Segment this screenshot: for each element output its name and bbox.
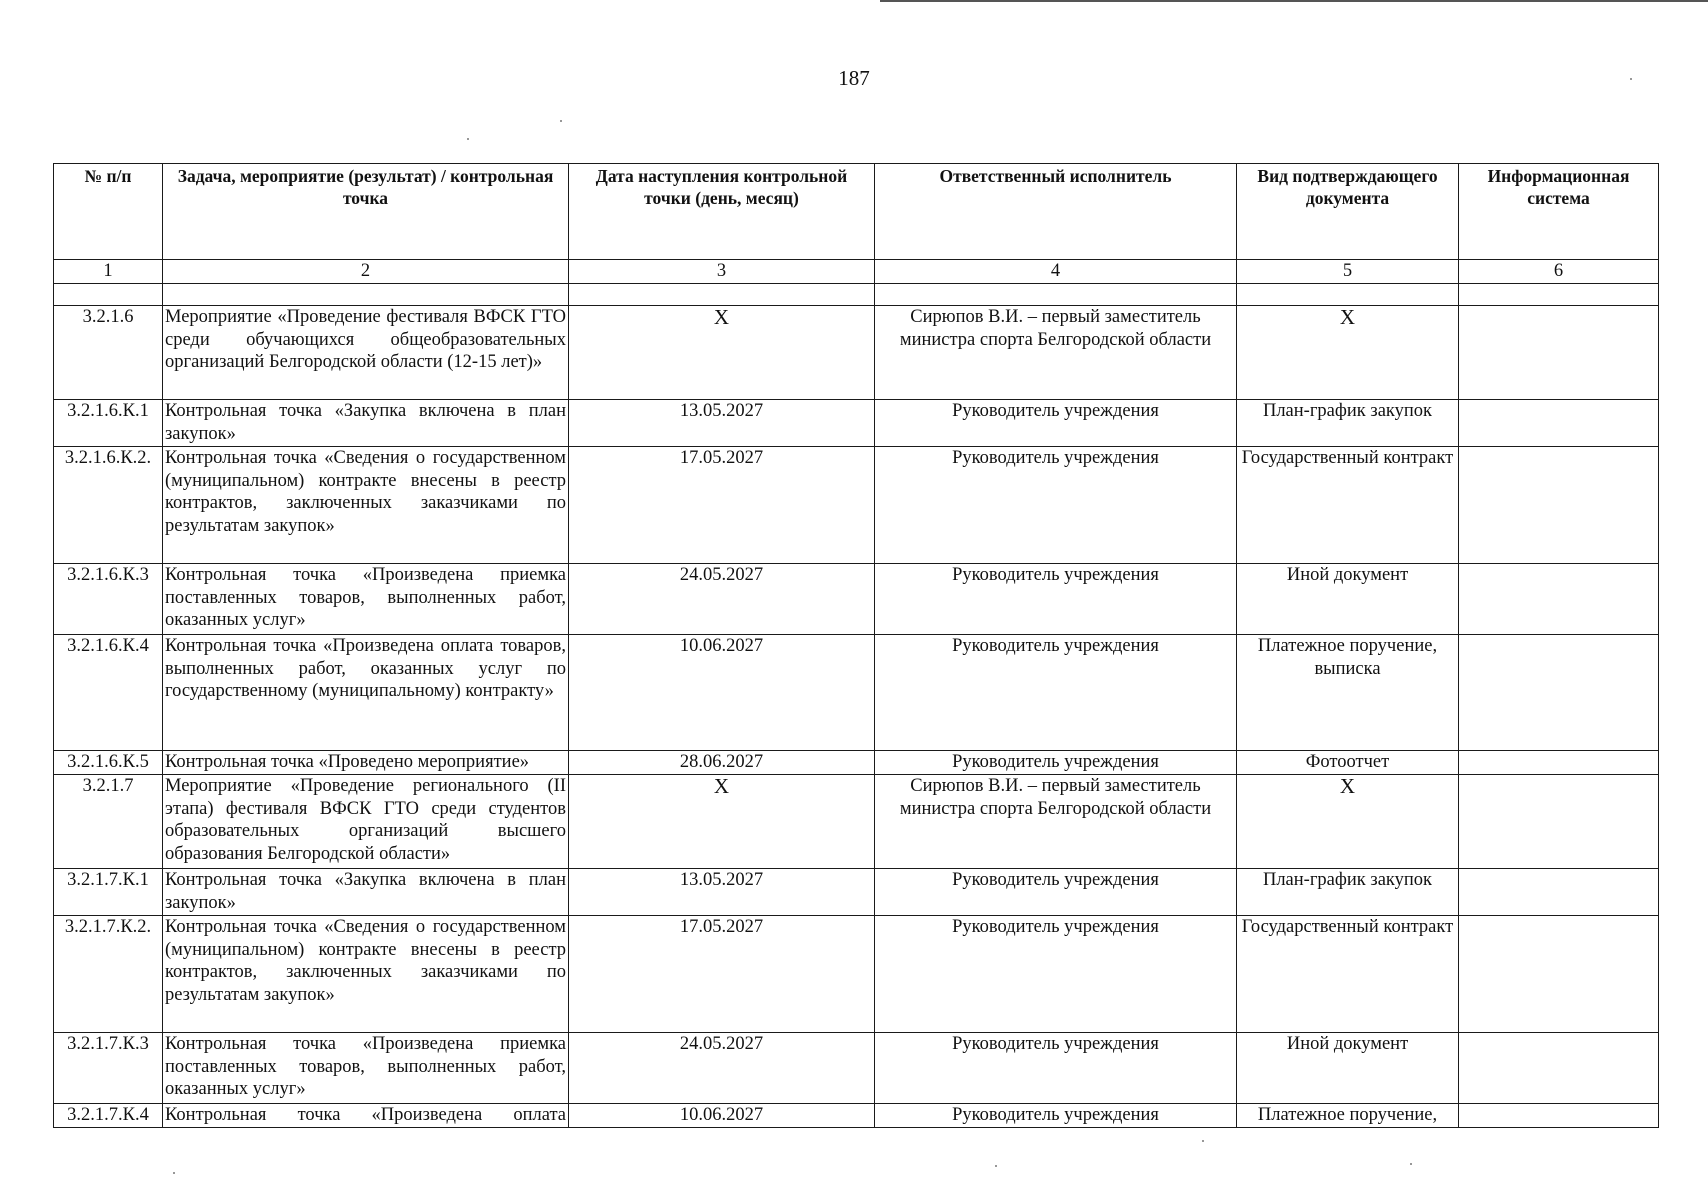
row-task: Контрольная точка «Закупка включена в план закупок» <box>163 869 569 916</box>
table-header-row <box>54 164 1659 260</box>
table-row <box>54 916 1659 1033</box>
spacer-row <box>54 284 1659 306</box>
row-responsible: Руководитель учреждения <box>875 564 1237 635</box>
control-points-table <box>53 163 1659 1128</box>
empty-cell <box>1237 284 1459 306</box>
row-responsible: Руководитель учреждения <box>875 751 1237 775</box>
table-row <box>54 1033 1659 1104</box>
scan-speck <box>1202 1140 1204 1142</box>
column-number: 6 <box>1459 260 1659 284</box>
header-task: Задача, мероприятие (результат) / контрольная точка <box>163 164 569 260</box>
row-task: Контрольная точка «Сведения о государственном (муниципальном) контракте внесены в реестр контрактов, заключенных заказчиками по результатам закупок» <box>163 447 569 564</box>
row-number: 3.2.1.6.К.4 <box>54 635 163 751</box>
column-number: 5 <box>1237 260 1459 284</box>
row-date: 28.06.2027 <box>569 751 875 775</box>
header-responsible: Ответственный исполнитель <box>875 164 1237 260</box>
column-numbers-row <box>54 260 1659 284</box>
scan-speck <box>467 138 469 140</box>
page-number: 187 <box>838 66 870 90</box>
row-document: Государственный контракт <box>1237 916 1459 1033</box>
row-system <box>1459 306 1659 400</box>
row-document: Х <box>1237 306 1459 400</box>
header-date: Дата наступления контрольной точки (день, месяц) <box>569 164 875 260</box>
row-date: 13.05.2027 <box>569 869 875 916</box>
row-responsible: Руководитель учреждения <box>875 1104 1237 1128</box>
row-system <box>1459 751 1659 775</box>
row-task: Мероприятие «Проведение фестиваля ВФСК ГТО среди обучающихся общеобразовательных организаций Белгородской области (12-15 лет)» <box>163 306 569 400</box>
header-document: Вид подтверждающего документа <box>1237 164 1459 260</box>
row-task: Контрольная точка «Произведена приемка поставленных товаров, выполненных работ, оказанных услуг» <box>163 564 569 635</box>
row-responsible: Руководитель учреждения <box>875 869 1237 916</box>
row-document: План-график закупок <box>1237 400 1459 447</box>
scan-speck <box>995 1165 997 1167</box>
row-responsible: Руководитель учреждения <box>875 916 1237 1033</box>
table-row <box>54 400 1659 447</box>
row-task: Контрольная точка «Произведена оплата товаров, выполненных работ, оказанных услуг по государственному (муниципальному) контракту» <box>163 635 569 751</box>
row-number: 3.2.1.6.К.5 <box>54 751 163 775</box>
row-document: План-график закупок <box>1237 869 1459 916</box>
row-document: Иной документ <box>1237 564 1459 635</box>
row-document: Платежное поручение, выписка <box>1237 635 1459 751</box>
row-responsible: Руководитель учреждения <box>875 447 1237 564</box>
row-system <box>1459 1033 1659 1104</box>
row-number: 3.2.1.6.К.1 <box>54 400 163 447</box>
table-row <box>54 447 1659 564</box>
row-date: 24.05.2027 <box>569 1033 875 1104</box>
row-responsible: Руководитель учреждения <box>875 635 1237 751</box>
row-date: Х <box>569 775 875 869</box>
row-date: 10.06.2027 <box>569 1104 875 1128</box>
row-number: 3.2.1.7.К.3 <box>54 1033 163 1104</box>
row-number: 3.2.1.6.К.2. <box>54 447 163 564</box>
row-date: 10.06.2027 <box>569 635 875 751</box>
row-system <box>1459 400 1659 447</box>
row-date: 17.05.2027 <box>569 447 875 564</box>
row-date: 13.05.2027 <box>569 400 875 447</box>
row-number: 3.2.1.7 <box>54 775 163 869</box>
row-number: 3.2.1.7.К.4 <box>54 1104 163 1128</box>
table-row <box>54 869 1659 916</box>
row-number: 3.2.1.6 <box>54 306 163 400</box>
table-row <box>54 1104 1659 1128</box>
table-row <box>54 306 1659 400</box>
row-task: Контрольная точка «Сведения о государственном (муниципальном) контракте внесены в реестр контрактов, заключенных заказчиками по результатам закупок» <box>163 916 569 1033</box>
header-system: Информационная система <box>1459 164 1659 260</box>
row-system <box>1459 635 1659 751</box>
row-system <box>1459 916 1659 1033</box>
header-number: № п/п <box>54 164 163 260</box>
row-number: 3.2.1.7.К.2. <box>54 916 163 1033</box>
row-date: Х <box>569 306 875 400</box>
empty-cell <box>875 284 1237 306</box>
column-number: 2 <box>163 260 569 284</box>
scan-speck <box>173 1172 175 1174</box>
scan-speck <box>560 120 562 122</box>
row-document: Иной документ <box>1237 1033 1459 1104</box>
column-number: 4 <box>875 260 1237 284</box>
row-task: Контрольная точка «Проведено мероприятие» <box>163 751 569 775</box>
table-row <box>54 635 1659 751</box>
row-document: Платежное поручение, <box>1237 1104 1459 1128</box>
row-system <box>1459 564 1659 635</box>
row-system <box>1459 775 1659 869</box>
row-responsible: Сирюпов В.И. – первый заместитель министра спорта Белгородской области <box>875 306 1237 400</box>
row-system <box>1459 1104 1659 1128</box>
row-task: Контрольная точка «Произведена оплата <box>163 1104 569 1128</box>
row-date: 17.05.2027 <box>569 916 875 1033</box>
scan-speck <box>1410 1163 1412 1165</box>
table-row <box>54 751 1659 775</box>
column-number: 1 <box>54 260 163 284</box>
empty-cell <box>163 284 569 306</box>
column-number: 3 <box>569 260 875 284</box>
row-responsible: Сирюпов В.И. – первый заместитель министра спорта Белгородской области <box>875 775 1237 869</box>
row-document: Х <box>1237 775 1459 869</box>
empty-cell <box>569 284 875 306</box>
row-system <box>1459 869 1659 916</box>
row-date: 24.05.2027 <box>569 564 875 635</box>
row-number: 3.2.1.7.К.1 <box>54 869 163 916</box>
empty-cell <box>54 284 163 306</box>
row-task: Контрольная точка «Закупка включена в план закупок» <box>163 400 569 447</box>
row-responsible: Руководитель учреждения <box>875 400 1237 447</box>
table-row <box>54 775 1659 869</box>
row-task: Контрольная точка «Произведена приемка поставленных товаров, выполненных работ, оказанных услуг» <box>163 1033 569 1104</box>
scan-edge-line <box>880 0 1708 2</box>
row-document: Фотоотчет <box>1237 751 1459 775</box>
row-number: 3.2.1.6.К.3 <box>54 564 163 635</box>
row-task: Мероприятие «Проведение регионального (II этапа) фестиваля ВФСК ГТО среди студентов образовательных организаций высшего образования Белгородской области» <box>163 775 569 869</box>
row-document: Государственный контракт <box>1237 447 1459 564</box>
table-row <box>54 564 1659 635</box>
row-system <box>1459 447 1659 564</box>
empty-cell <box>1459 284 1659 306</box>
row-responsible: Руководитель учреждения <box>875 1033 1237 1104</box>
